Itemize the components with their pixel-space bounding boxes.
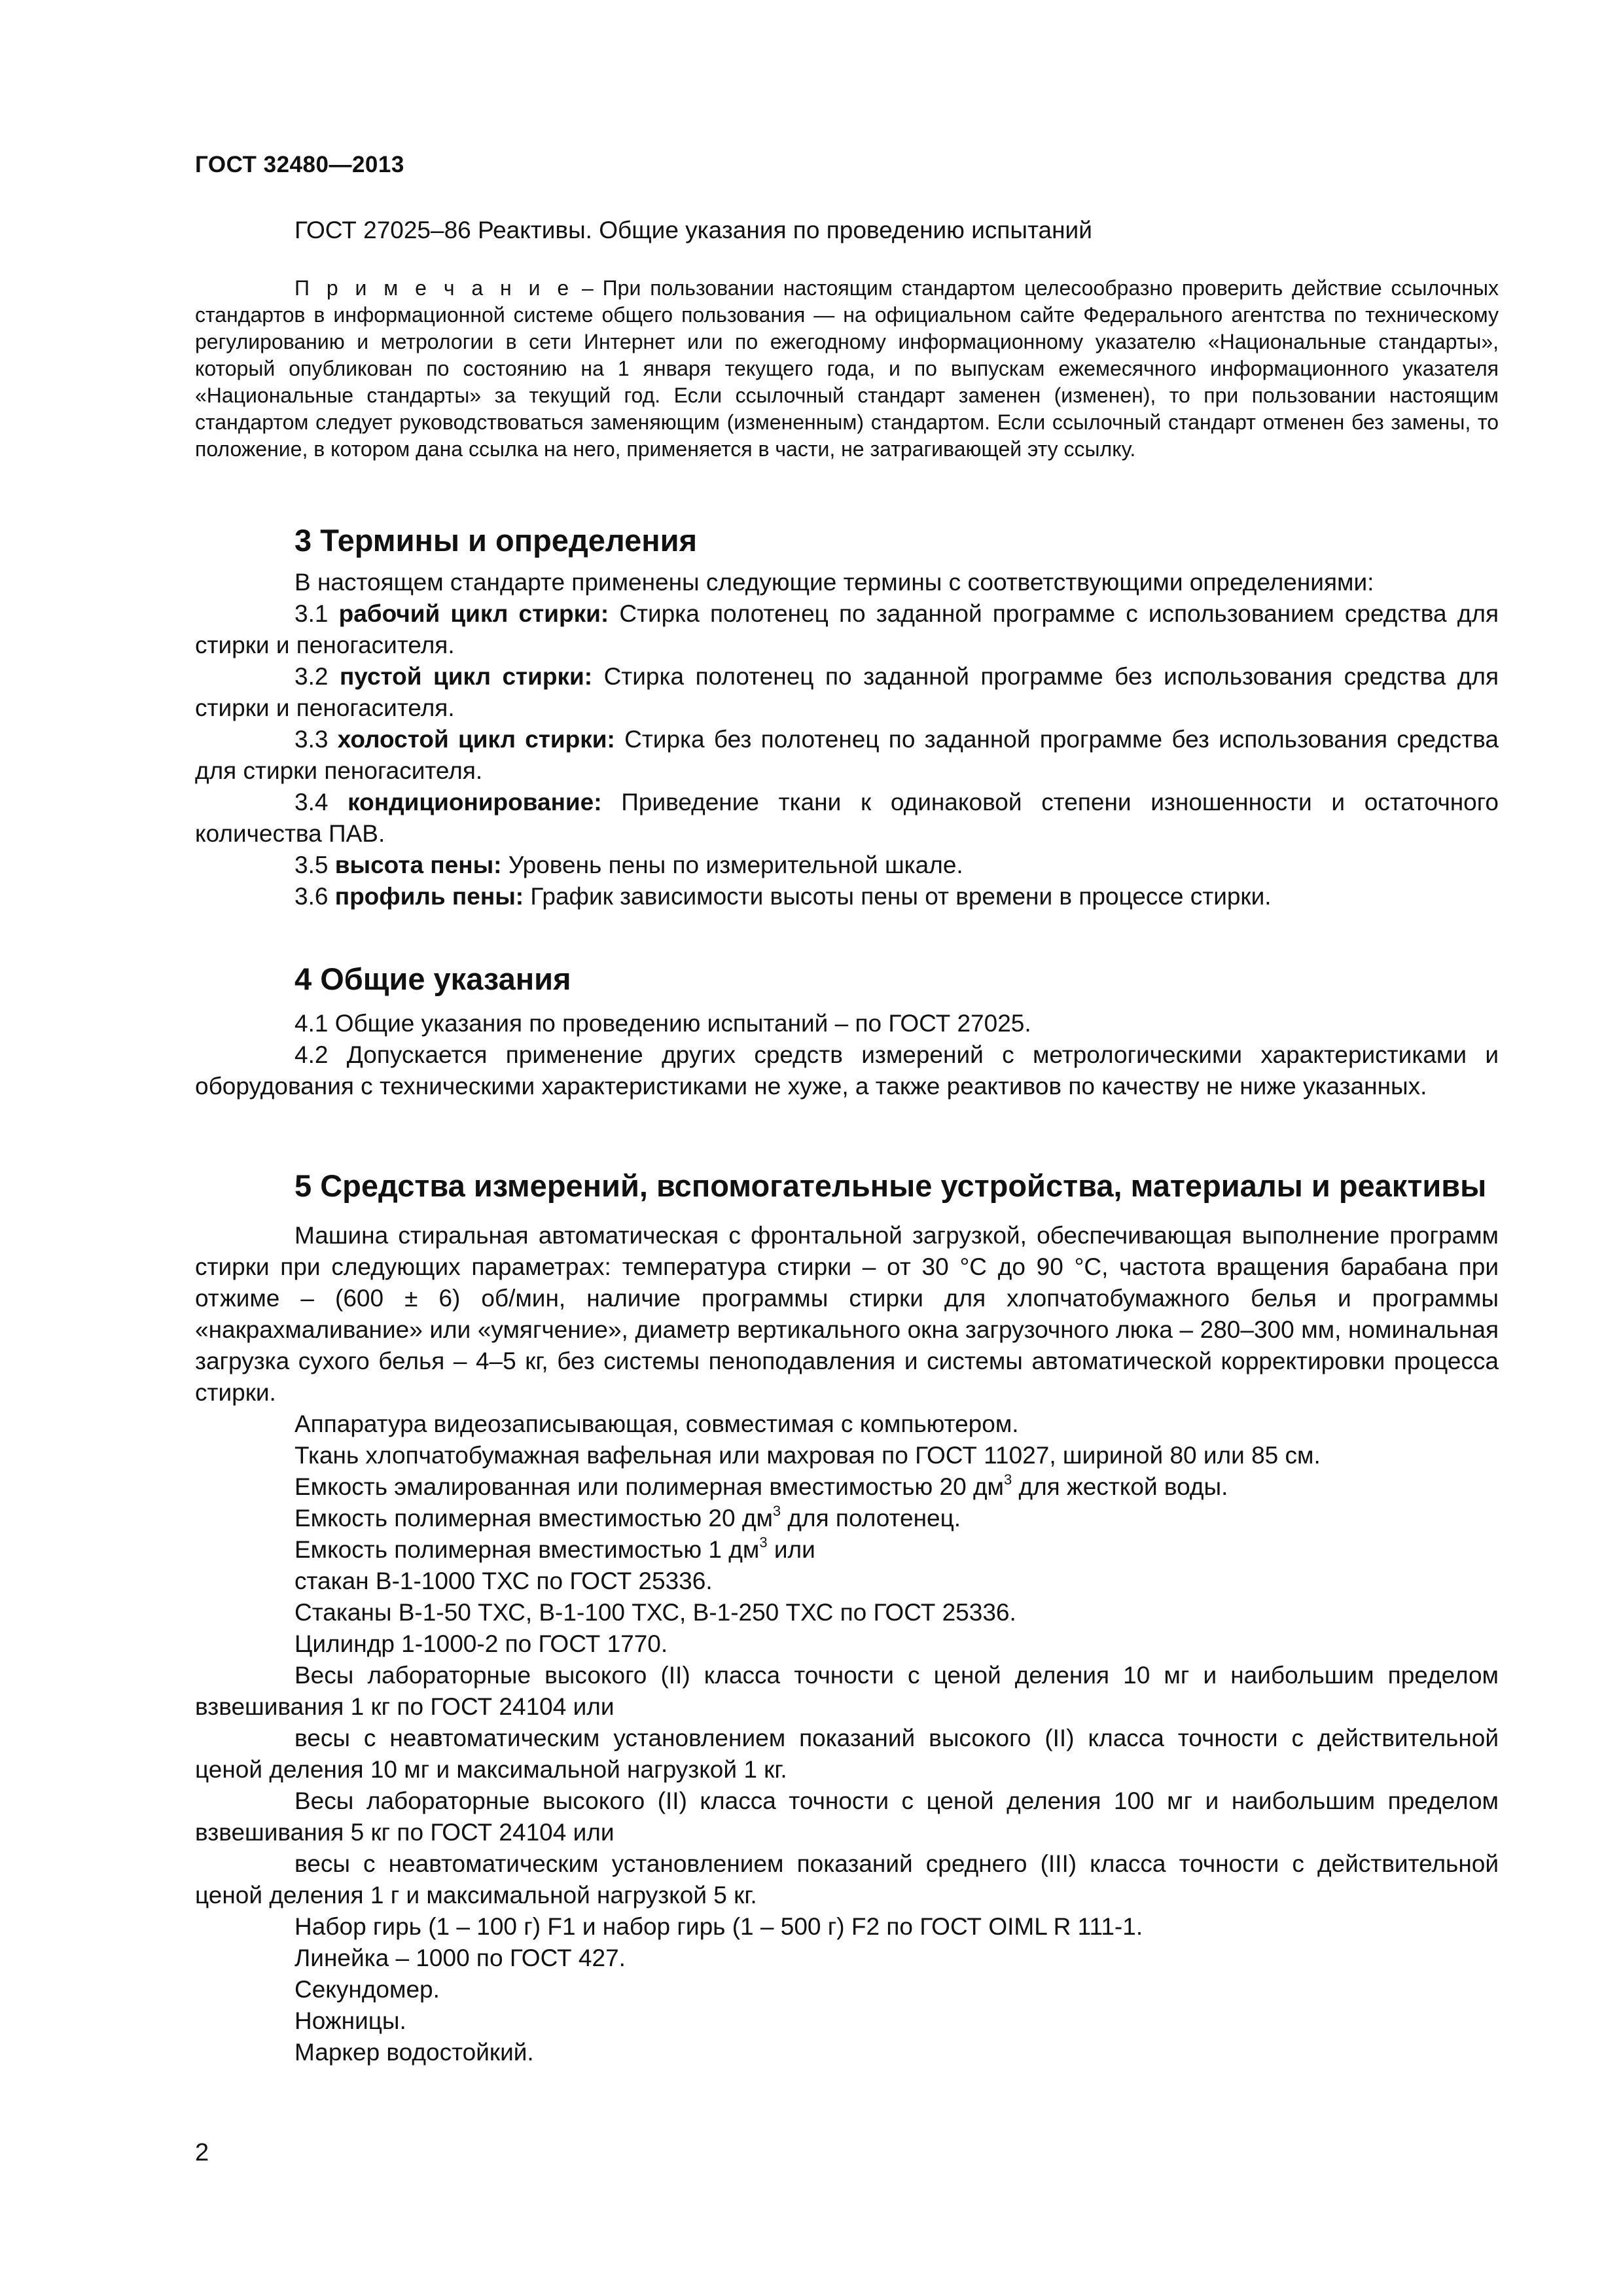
superscript: 3: [759, 1534, 768, 1551]
term-number: 3.5: [294, 852, 335, 878]
equipment-item: [195, 1471, 1499, 1503]
term-definition: График зависимости высоты пены от времени в процессе стирки.: [524, 883, 1272, 910]
equipment-item: Весы лабораторные высокого (II) класса точности с ценой деления 100 мг и наибольшим пределом взвешивания 5 кг по ГОСТ 24104 или: [195, 1787, 1499, 1846]
term-item: [195, 881, 1499, 912]
equipment-item: весы с неавтоматическим установлением показаний среднего (III) класса точности с действительной ценой деления 1 г и максимальной нагрузкой 5 кг.: [195, 1850, 1499, 1909]
text-part: для жесткой воды.: [1012, 1473, 1228, 1500]
section-4: [195, 960, 1499, 1102]
text-part: для полотенец.: [781, 1505, 961, 1532]
term-name: высота пены:: [334, 852, 502, 878]
page-number: 2: [195, 2139, 209, 2166]
term-item: [195, 724, 1499, 787]
reference-item: ГОСТ 27025–86 Реактивы. Общие указания по проведению испытаний: [294, 217, 1092, 243]
equipment-item: Маркер водостойкий.: [294, 2039, 534, 2066]
equipment-item: весы с неавтоматическим установлением показаний высокого (II) класса точности с действительной ценой деления 10 мг и максимальной нагрузкой 1 кг.: [195, 1725, 1499, 1783]
superscript: 3: [1003, 1471, 1012, 1488]
term-number: 3.2: [294, 663, 340, 690]
section-3-intro: В настоящем стандарте применены следующие термины с соответствующими определениями:: [294, 569, 1374, 596]
term-number: 3.1: [294, 600, 339, 627]
equipment-item: Ножницы.: [294, 2007, 406, 2034]
section-5: [195, 1166, 1499, 2068]
term-number: 3.4: [294, 789, 348, 816]
term-definition: Стирка без полотенец по заданной программе без использования средства для стирки пеногасителя.: [195, 726, 1499, 784]
equipment-item: стакан В-1-1000 ТХС по ГОСТ 25336.: [294, 1568, 713, 1594]
section-4-title: 4 Общие указания: [294, 961, 571, 996]
term-number: 3.3: [294, 726, 338, 753]
note-text: – При пользовании настоящим стандартом целесообразно проверить действие ссылочных стандартов в информационной системе общего пользования — на официальном сайте Федерального агентства по техническому регулированию и метрологии в сети Интернет или по ежегодному информационному указателю «Национальные стандарты», который опубликован по состоянию на 1 января текущего года, и по выпускам ежемесячного информационного указателя «Национальные стандарты» за текущий год. Если ссылочный стандарт заменен (изменен), то при пользовании настоящим стандартом следует руководствоваться заменяющим (измененным) стандартом. Если ссылочный стандарт отменен без замены, то положение, в котором дана ссылка на него, применяется в части, не затрагивающей эту ссылку.: [195, 276, 1499, 461]
text-part: Емкость полимерная вместимостью 1 дм: [294, 1536, 760, 1563]
equipment-item: Набор гирь (1 – 100 г) F1 и набор гирь (1 – 500 г) F2 по ГОСТ OIML R 111-1.: [294, 1913, 1143, 1940]
equipment-item: Машина стиральная автоматическая с фронтальной загрузкой, обеспечивающая выполнение программ стирки при следующих параметрах: температура стирки – от 30 °С до 90 °С, частота вращения барабана при отжиме – (600 ± 6) об/мин, наличие программы стирки для хлопчатобумажного белья и программы «накрахмаливание» или «умягчение», диаметр вертикального окна загрузочного люка – 280–300 мм, номинальная загрузка сухого белья – 4–5 кг, без системы пеноподавления и системы автоматической корректировки процесса стирки.: [195, 1222, 1499, 1406]
equipment-item: [195, 1534, 1499, 1566]
term-item: [195, 598, 1499, 661]
document-code-header: ГОСТ 32480—2013: [195, 152, 404, 177]
equipment-item: Секундомер.: [294, 1976, 440, 2003]
term-name: рабочий цикл стирки:: [338, 600, 609, 627]
text-part: или: [767, 1536, 815, 1563]
note-label: П р и м е ч а н и е: [294, 276, 573, 300]
term-name: кондиционирование:: [348, 789, 602, 816]
equipment-item: [195, 1503, 1499, 1534]
note-block: [195, 275, 1499, 463]
equipment-item: Ткань хлопчатобумажная вафельная или махровая по ГОСТ 11027, шириной 80 или 85 см.: [294, 1442, 1321, 1469]
equipment-item: Цилиндр 1-1000-2 по ГОСТ 1770.: [294, 1630, 668, 1657]
section-4-paragraph-1: 4.1 Общие указания по проведению испытаний – по ГОСТ 27025.: [294, 1010, 1031, 1037]
equipment-item: Стаканы В-1-50 ТХС, В-1-100 ТХС, В-1-250 ТХС по ГОСТ 25336.: [294, 1599, 1016, 1626]
equipment-item: Аппаратура видеозаписывающая, совместимая с компьютером.: [294, 1410, 1019, 1437]
term-definition: Стирка полотенец по заданной программе без использования средства для стирки и пеногасителя.: [195, 663, 1499, 721]
note-paragraph: [195, 275, 1499, 463]
superscript: 3: [772, 1503, 781, 1519]
equipment-item: Линейка – 1000 по ГОСТ 427.: [294, 1945, 626, 1971]
term-definition: Стирка полотенец по заданной программе с использованием средства для стирки и пеногасителя.: [195, 600, 1499, 658]
section-3-title: 3 Термины и определения: [294, 523, 697, 558]
section-4-paragraph-2: 4.2 Допускается применение других средств измерений с метрологическими характеристиками и оборудования с техническими характеристиками не хуже, а также реактивов по качеству не ниже указанных.: [195, 1041, 1499, 1100]
text-part: Емкость полимерная вместимостью 20 дм: [294, 1505, 773, 1532]
text-part: Емкость эмалированная или полимерная вместимостью 20 дм: [294, 1473, 1004, 1500]
term-definition: Уровень пены по измерительной шкале.: [501, 852, 963, 878]
term-name: пустой цикл стирки:: [339, 663, 593, 690]
reference-item-block: [195, 215, 1499, 246]
equipment-item: Весы лабораторные высокого (II) класса точности с ценой деления 10 мг и наибольшим пределом взвешивания 1 кг по ГОСТ 24104 или: [195, 1662, 1499, 1720]
term-definition: Приведение ткани к одинаковой степени изношенности и остаточного количества ПАВ.: [195, 789, 1499, 847]
term-item: [195, 661, 1499, 724]
section-3: [195, 521, 1499, 912]
term-item: [195, 787, 1499, 850]
term-name: холостой цикл стирки:: [337, 726, 615, 753]
term-item: [195, 850, 1499, 881]
term-name: профиль пены:: [334, 883, 524, 910]
term-number: 3.6: [294, 883, 335, 910]
section-5-title: 5 Средства измерений, вспомогательные устройства, материалы и реактивы: [294, 1168, 1487, 1203]
